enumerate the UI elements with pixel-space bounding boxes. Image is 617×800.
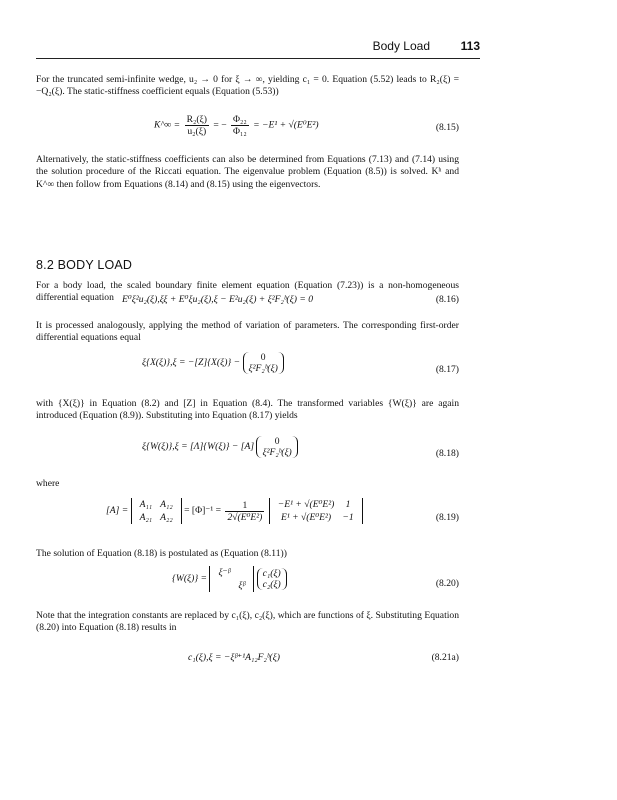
paragraph-where: where [36, 478, 60, 489]
equation-8-15: K^∞ = $\frac{\text{R₂(ξ)}}{\text{u₂(ξ)}}$ = − $\frac{\text{Φ₂₂}}{\text{Φ₁₂}}$ = −E¹ + √(E⁰E²) (8.15) [154, 114, 459, 137]
section-heading: 8.2 BODY LOAD [36, 258, 133, 272]
equation-number: (8.19) [435, 512, 459, 523]
equation-8-16: E⁰ξ²u₂(ξ),ξξ + E⁰ξu₂(ξ),ξ − E²u₂(ξ) + ξ²F₂ᵇ(ξ) = 0 (8.16) [122, 294, 459, 305]
paragraph-alternatively: Alternatively, the static-stiffness coefficients can also be determined from Equations (7.13) and (7.14) using the solution procedure of the Riccati equation. The eigenvalue problem (Equation (8.5)) is solved. Kʰ and K^∞ then follow from Equations (8.14) and (8.15) using the eigenvectors. [36, 154, 459, 190]
paragraph-body-load: For a body load, the scaled boundary finite element equation (Equation (7.23)) is a non-homogeneous differential equation [36, 280, 459, 304]
equation-number: (8.21a) [431, 652, 459, 663]
equation-8-18: ξ{W(ξ)},ξ = [Λ]{W(ξ)} − [A] 0 ξ²F₂ᵇ(ξ) (8.18) [142, 436, 459, 459]
equation-8-20: {W(ξ)} = ξ⁻ᵝ ξᵝ c₁(ξ) c₂(ξ) (8.20) [172, 567, 459, 591]
running-head: Body Load [372, 39, 430, 53]
equation-8-21a: c₁(ξ),ξ = −ξᵝ⁺¹A₁₂F₂ᵇ(ξ) (8.21a) [188, 652, 459, 663]
paragraph-processed: It is processed analogously, applying the method of variation of parameters. The corresponding first-order differential equations equal [36, 320, 459, 344]
equation-number: (8.18) [435, 448, 459, 459]
equation-8-19: [A] = A₁₁ A₁₂ A₂₁ A₂₂ = [Φ]⁻¹ = $\frac{1}{\text{2√(E⁰E²)}}$ −E¹ + √(E⁰E²) 1 E¹ + √(E⁰E²) −1 (8.19) [106, 499, 459, 523]
paragraph-note: Note that the integration constants are replaced by c₁(ξ), c₂(ξ), which are functions of ξ. Substituting Equation (8.20) into Equation (8.18) results in [36, 610, 459, 634]
load-vector: 0 ξ²F₂ᵇ(ξ) [243, 352, 284, 374]
matrix-inverse-phi: −E¹ + √(E⁰E²) 1 E¹ + √(E⁰E²) −1 [269, 498, 363, 524]
equation-8-17: ξ{X(ξ)},ξ = −[Z]{X(ξ)} − 0 ξ²F₂ᵇ(ξ) (8.17) [142, 352, 459, 375]
eq-lhs: K^∞ = [154, 119, 181, 131]
paragraph-truncated-wedge: For the truncated semi-infinite wedge, u₂ → 0 for ξ → ∞, yielding c₁ = 0. Equation (5.52) leads to R₂(ξ) = −Q₂(ξ). The static-stiffness coefficient equals (Equation (5.53)) [36, 74, 459, 98]
equation-number: (8.15) [435, 122, 459, 133]
diagonal-matrix: ξ⁻ᵝ ξᵝ [209, 566, 254, 592]
equation-number: (8.20) [435, 578, 459, 589]
matrix-a: A₁₁ A₁₂ A₂₁ A₂₂ [131, 498, 182, 524]
constants-vector: c₁(ξ) c₂(ξ) [257, 568, 287, 590]
equation-number: (8.17) [435, 364, 459, 375]
eq-fraction: $\frac{\text{Φ₂₂}}{\text{Φ₁₂}}$ [233, 114, 247, 137]
page-number: 113 [460, 39, 480, 53]
paragraph-transformed: with {X(ξ)} in Equation (8.2) and [Z] in Equation (8.4). The transformed variables {W(ξ)} are again introduced (Equation (8.9)). Substituting into Equation (8.17) yields [36, 398, 459, 422]
equation-number: (8.16) [435, 294, 459, 305]
eq-fraction: $\frac{1}{\text{2√(E⁰E²)}}$ [227, 499, 263, 523]
load-vector: 0 ξ²F₂ᵇ(ξ) [256, 436, 297, 458]
page-header [36, 36, 480, 59]
eq-fraction: $\frac{\text{R₂(ξ)}}{\text{u₂(ξ)}}$ [186, 114, 207, 137]
paragraph-solution: The solution of Equation (8.18) is postulated as (Equation (8.11)) [36, 548, 287, 559]
